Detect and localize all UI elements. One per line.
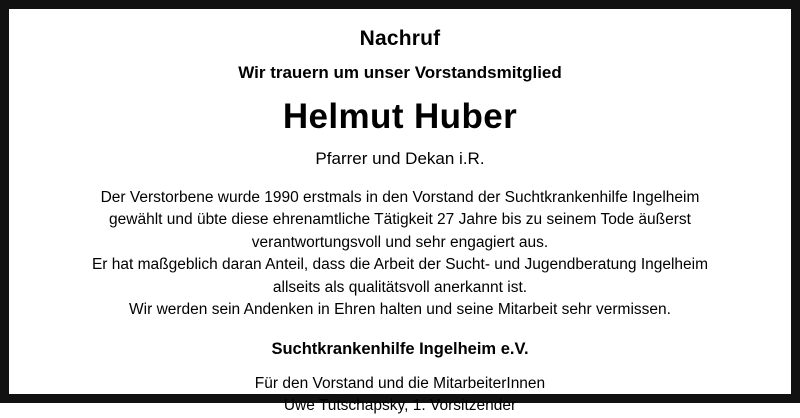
deceased-name: Helmut Huber (282, 97, 518, 136)
notice-heading: Nachruf (359, 27, 441, 50)
notice-body (92, 187, 708, 322)
signoff-line: Für den Vorstand und die MitarbeiterInnen (254, 374, 546, 392)
notice-signoff (255, 373, 545, 418)
organization-name: Suchtkrankenhilfe Ingelheim e.V. (271, 339, 529, 358)
body-line: Wir werden sein Andenken in Ehren halten und seine Mitarbeit sehr vermissen. (129, 301, 671, 319)
notice-lead-text: Wir trauern um unser Vorstandsmitglied (238, 63, 562, 82)
body-line: Der Verstorbene wurde 1990 erstmals in den Vorstand der Suchtkrankenhilfe Ingelheim (100, 189, 700, 206)
body-line: verantwortungsvoll und sehr engagiert aus. (251, 233, 549, 251)
body-line: allseits als qualitätsvoll anerkannt ist. (272, 278, 528, 296)
body-line: Er hat maßgeblich daran Anteil, dass die Arbeit der Sucht- und Jugendberatung Ingelheim (91, 256, 709, 274)
signoff-line: Uwe Tutschapsky, 1. Vorsitzender (283, 397, 517, 415)
body-line: gewählt und übte diese ehrenamtliche Tätigkeit 27 Jahre bis zu seinem Tode äußerst (109, 211, 691, 229)
deceased-role: Pfarrer und Dekan i.R. (315, 149, 485, 168)
